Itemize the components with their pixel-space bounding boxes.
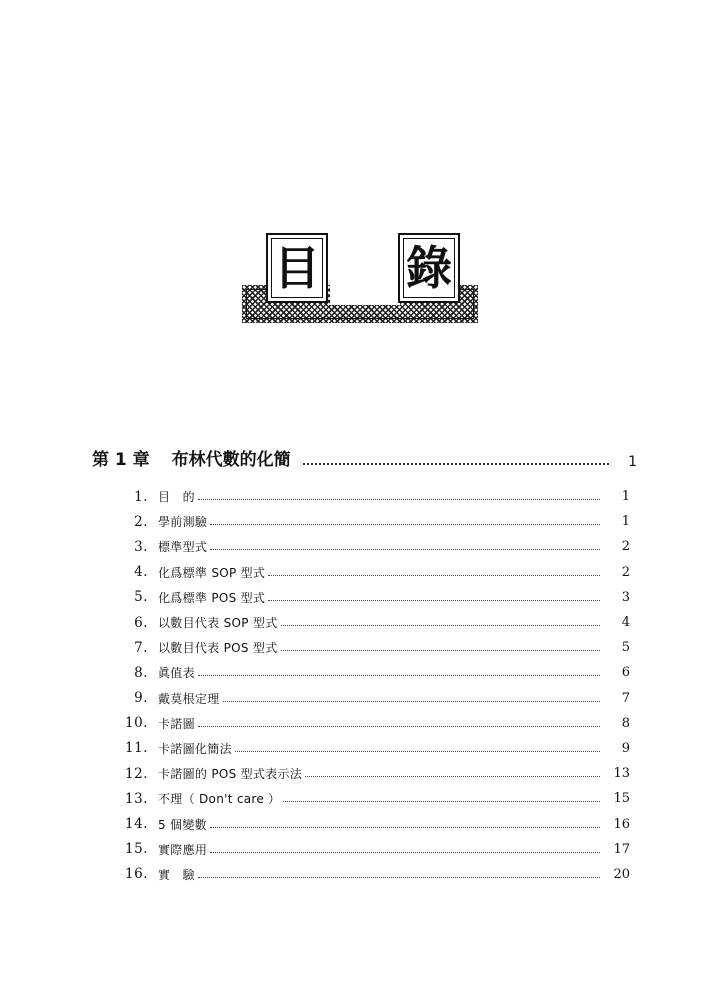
title-char-right: 錄 <box>406 241 452 295</box>
entry-page-number: 2 <box>621 564 630 580</box>
dot-leader <box>198 499 600 500</box>
dot-leader <box>268 600 600 601</box>
entry-label: 以數目代表 SOP 型式 <box>158 616 278 631</box>
toc-entry <box>100 484 630 509</box>
entry-label: 目 的 <box>158 490 195 505</box>
entry-number: 5. <box>134 589 148 606</box>
dot-leader <box>283 801 600 802</box>
entry-label: 卡諾圖的 POS 型式表示法 <box>158 767 303 782</box>
entry-label: 卡諾圖 <box>158 716 195 731</box>
dot-leader <box>210 827 600 828</box>
toc-entry <box>100 660 630 685</box>
dot-leader <box>198 726 600 727</box>
dot-leader <box>235 751 600 752</box>
dot-leader <box>210 549 600 550</box>
title-char-box-right <box>398 233 460 303</box>
chapter-title: 布林代數的化簡 <box>171 450 291 470</box>
entry-number: 10. <box>125 715 148 732</box>
entry-page-number: 20 <box>613 866 630 882</box>
entry-label: 標準型式 <box>158 540 208 555</box>
entry-number: 14. <box>125 816 148 833</box>
toc-entry <box>100 560 630 585</box>
dot-leader <box>223 701 600 702</box>
toc-entry <box>100 509 630 534</box>
entry-page-number: 9 <box>621 740 630 756</box>
chapter-page-number: 1 <box>628 454 637 470</box>
entry-number: 3. <box>134 538 148 555</box>
entry-page-number: 15 <box>613 791 630 807</box>
entry-label: 戴莫根定理 <box>158 691 220 706</box>
entry-page-number: 8 <box>621 715 630 731</box>
dot-leader <box>303 463 609 465</box>
entry-page-number: 6 <box>621 665 630 681</box>
entry-label: 不理（ Don't care ） <box>158 792 281 807</box>
toc-entry <box>100 736 630 761</box>
entry-number: 9. <box>134 690 148 707</box>
dot-leader <box>268 575 600 576</box>
entry-label: 眞值表 <box>158 666 195 681</box>
entry-label: 化爲標準 SOP 型式 <box>158 565 266 580</box>
chapter-heading <box>92 444 637 470</box>
entry-number: 13. <box>125 790 148 807</box>
entry-number: 1. <box>134 488 148 505</box>
entry-page-number: 4 <box>621 615 630 631</box>
entry-page-number: 13 <box>613 766 630 782</box>
entry-page-number: 2 <box>621 539 630 555</box>
dot-leader <box>198 877 600 878</box>
entry-number: 2. <box>134 513 148 530</box>
entry-label: 5 個變數 <box>158 817 207 832</box>
entry-page-number: 17 <box>613 841 630 857</box>
dot-leader <box>210 524 600 525</box>
entry-number: 12. <box>125 765 148 782</box>
toc-entry <box>100 786 630 811</box>
toc-entry <box>100 585 630 610</box>
toc-entry <box>100 610 630 635</box>
entry-page-number: 1 <box>621 514 630 530</box>
title-char-left: 目 <box>274 241 320 295</box>
toc-entry <box>100 686 630 711</box>
dot-leader <box>281 625 600 626</box>
toc-entry <box>100 862 630 887</box>
toc-entry <box>100 837 630 862</box>
toc-entry <box>100 811 630 836</box>
entry-label: 實 驗 <box>158 867 195 882</box>
entry-number: 8. <box>134 664 148 681</box>
entry-number: 15. <box>125 841 148 858</box>
dot-leader <box>198 675 600 676</box>
entry-label: 卡諾圖化簡法 <box>158 741 232 756</box>
entry-label: 學前測驗 <box>158 515 208 530</box>
entry-number: 11. <box>125 740 148 757</box>
dot-leader <box>305 776 600 777</box>
toc-entry <box>100 761 630 786</box>
entry-label: 化爲標準 POS 型式 <box>158 590 266 605</box>
dot-leader <box>281 650 600 651</box>
entry-page-number: 7 <box>621 690 630 706</box>
toc-entry <box>100 635 630 660</box>
toc-list <box>100 484 630 887</box>
entry-number: 7. <box>134 639 148 656</box>
toc-entry <box>100 711 630 736</box>
title-char-box-left <box>266 233 328 303</box>
entry-number: 6. <box>134 614 148 631</box>
entry-label: 實際應用 <box>158 842 208 857</box>
chapter-number: 第 1 章 <box>92 450 150 470</box>
entry-number: 4. <box>134 564 148 581</box>
entry-page-number: 16 <box>613 816 630 832</box>
entry-page-number: 1 <box>621 489 630 505</box>
title-banner <box>242 233 478 323</box>
toc-entry <box>100 534 630 559</box>
entry-number: 16. <box>125 866 148 883</box>
dot-leader <box>210 852 600 853</box>
entry-page-number: 5 <box>621 640 630 656</box>
entry-page-number: 3 <box>621 589 630 605</box>
entry-label: 以數目代表 POS 型式 <box>158 641 278 656</box>
